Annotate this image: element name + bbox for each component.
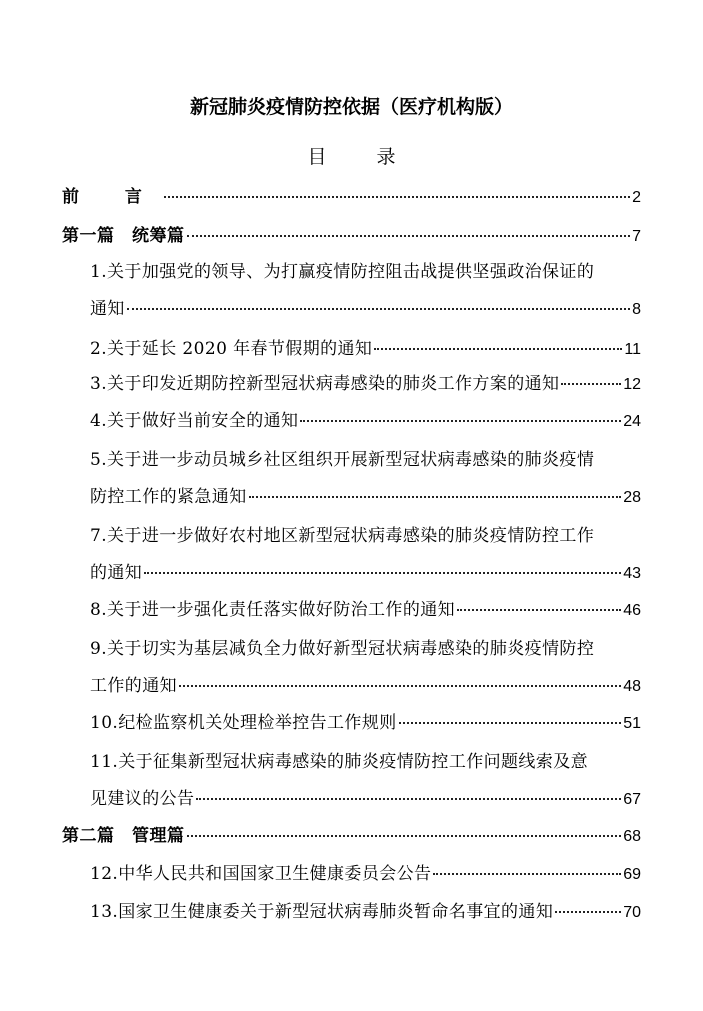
toc-entry-13[interactable] xyxy=(90,898,641,926)
toc-entry-title: 1.关于加强党的领导、为打赢疫情防控阻击战提供坚强政治保证的 xyxy=(90,262,595,282)
toc-page-number: 28 xyxy=(623,489,641,506)
dot-leader xyxy=(127,308,630,310)
dot-leader xyxy=(433,873,621,875)
toc-entry-7-line-2[interactable] xyxy=(90,559,641,587)
toc-entry-title-continued: 通知 xyxy=(90,299,125,319)
toc-entry-2[interactable] xyxy=(90,335,641,363)
toc-entry-7-line-1[interactable] xyxy=(90,522,641,550)
toc-entry-title: 10.纪检监察机关处理检举控告工作规则 xyxy=(90,713,397,733)
toc-entry-preface[interactable] xyxy=(62,183,641,211)
toc-heading: 目 录 xyxy=(307,146,418,168)
dot-leader xyxy=(249,496,622,498)
toc-entry-5-line-1[interactable] xyxy=(90,446,641,474)
toc-entry-9-line-2[interactable] xyxy=(90,672,641,700)
toc-entry-4[interactable] xyxy=(90,407,641,435)
dot-leader xyxy=(399,722,622,724)
toc-entry-title: 2.关于延长 2020 年春节假期的通知 xyxy=(90,339,373,359)
toc-entry-10[interactable] xyxy=(90,709,641,737)
dot-leader xyxy=(187,235,631,237)
toc-entry-title: 12.中华人民共和国国家卫生健康委员会公告 xyxy=(90,864,432,884)
toc-page-number: 12 xyxy=(623,376,641,393)
toc-page-number: 67 xyxy=(623,791,641,808)
toc-entry-8[interactable] xyxy=(90,596,641,624)
toc-entry-part-1[interactable] xyxy=(62,222,641,250)
toc-page-number: 46 xyxy=(623,602,641,619)
toc-page-number: 69 xyxy=(623,866,641,883)
toc-entry-title-continued: 见建议的公告 xyxy=(90,789,195,809)
toc-entry-title: 5.关于进一步动员城乡社区组织开展新型冠状病毒感染的肺炎疫情 xyxy=(90,450,595,470)
toc-entry-title-continued: 防控工作的紧急通知 xyxy=(90,487,247,507)
toc-entry-title: 3.关于印发近期防控新型冠状病毒感染的肺炎工作方案的通知 xyxy=(90,374,560,394)
dot-leader xyxy=(164,196,630,198)
dot-leader xyxy=(457,609,621,611)
toc-entry-part-2[interactable] xyxy=(62,822,641,850)
toc-page-number: 70 xyxy=(623,904,641,921)
dot-leader xyxy=(555,911,621,913)
toc-page-number: 2 xyxy=(632,189,641,206)
toc-entry-title: 9.关于切实为基层减负全力做好新型冠状病毒感染的肺炎疫情防控 xyxy=(90,639,595,659)
toc-entry-1-line-1[interactable] xyxy=(90,258,641,286)
dot-leader xyxy=(374,348,622,350)
toc-entry-5-line-2[interactable] xyxy=(90,483,641,511)
toc-entry-title: 第一篇 统筹篇 xyxy=(62,226,185,246)
toc-page-number: 24 xyxy=(623,413,641,430)
toc-entry-11-line-2[interactable] xyxy=(90,785,641,813)
dot-leader xyxy=(179,685,621,687)
toc-entry-title: 第二篇 管理篇 xyxy=(62,826,185,846)
dot-leader xyxy=(187,835,622,837)
toc-entry-title: 11.关于征集新型冠状病毒感染的肺炎疫情防控工作问题线索及意 xyxy=(90,752,589,772)
toc-entry-title: 4.关于做好当前安全的通知 xyxy=(90,411,299,431)
dot-leader xyxy=(196,798,621,800)
toc-entry-title: 前 言 xyxy=(62,187,162,207)
toc-entry-9-line-1[interactable] xyxy=(90,635,641,663)
toc-entry-title-continued: 工作的通知 xyxy=(90,676,177,696)
toc-entry-3[interactable] xyxy=(90,370,641,398)
toc-entry-12[interactable] xyxy=(90,860,641,888)
toc-entry-1-line-2[interactable] xyxy=(90,295,641,323)
toc-page-number: 48 xyxy=(623,678,641,695)
dot-leader xyxy=(561,383,621,385)
document-title: 新冠肺炎疫情防控依据（医疗机构版） xyxy=(189,96,513,118)
toc-entry-title: 8.关于进一步强化责任落实做好防治工作的通知 xyxy=(90,600,456,620)
toc-entry-11-line-1[interactable] xyxy=(90,748,641,776)
toc-page-number: 8 xyxy=(632,301,641,318)
toc-entry-title: 13.国家卫生健康委关于新型冠状病毒肺炎暂命名事宜的通知 xyxy=(90,902,554,922)
toc-page-number: 51 xyxy=(623,715,641,732)
dot-leader xyxy=(300,420,621,422)
toc-page-number: 68 xyxy=(623,828,641,845)
toc-page-number: 43 xyxy=(623,565,641,582)
toc-page-number: 7 xyxy=(632,228,641,245)
toc-page-number: 11 xyxy=(624,341,641,358)
toc-entry-title-continued: 的通知 xyxy=(90,563,143,583)
toc-entry-title: 7.关于进一步做好农村地区新型冠状病毒感染的肺炎疫情防控工作 xyxy=(90,526,595,546)
dot-leader xyxy=(144,572,621,574)
